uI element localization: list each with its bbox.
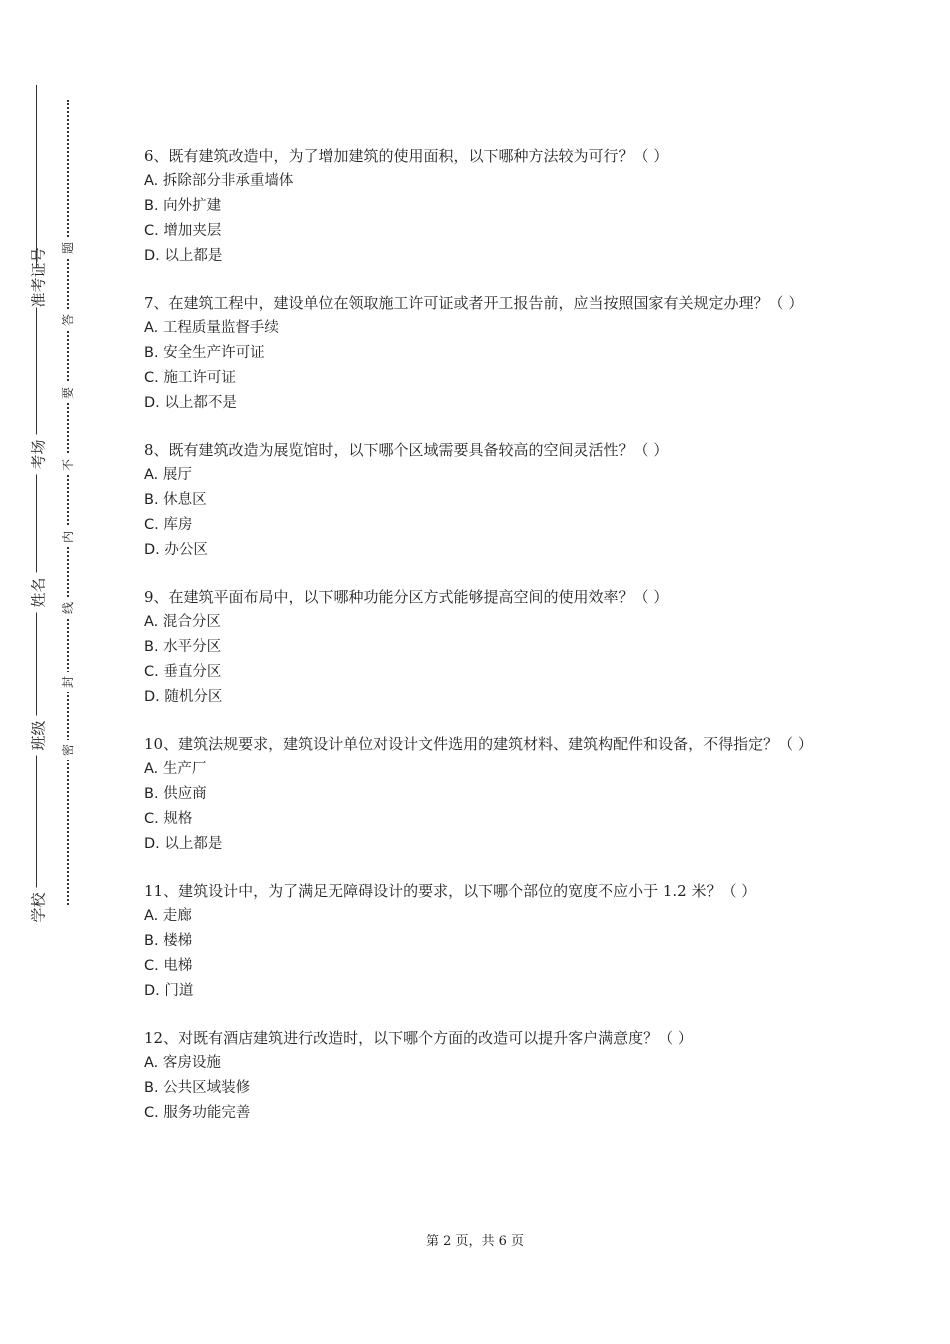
answer-option	[144, 979, 816, 1004]
binding-solid-line	[36, 85, 37, 920]
answer-option	[144, 194, 816, 219]
binding-margin	[0, 0, 90, 1344]
binding-field-label: 考场	[26, 435, 51, 475]
option-letter: B.	[144, 345, 159, 361]
option-text: 休息区	[163, 492, 207, 508]
answer-option	[144, 1101, 816, 1126]
option-letter: A.	[144, 467, 159, 483]
option-text: 公共区域装修	[163, 1080, 251, 1096]
seal-char: 线	[61, 598, 75, 618]
option-text: 供应商	[163, 786, 207, 802]
answer-option	[144, 1051, 816, 1076]
option-letter: A.	[144, 614, 159, 630]
option-text: 工程质量监督手续	[162, 320, 279, 336]
option-letter: A.	[144, 908, 159, 924]
question-text: 10、建筑法规要求，建筑设计单位对设计文件选用的建筑材料、建筑构配件和设备，不得指定？（ ）	[144, 735, 813, 753]
answer-option	[144, 782, 816, 807]
answer-option	[144, 685, 816, 710]
question-item	[144, 1025, 816, 1126]
option-text: 施工许可证	[163, 370, 236, 386]
option-letter: D.	[144, 836, 160, 852]
option-letter: A.	[144, 1055, 159, 1071]
option-letter: B.	[144, 1080, 159, 1096]
answer-option	[144, 1076, 816, 1101]
answer-option	[144, 635, 816, 660]
option-letter: C.	[144, 811, 159, 827]
option-letter: D.	[144, 248, 160, 264]
answer-option	[144, 610, 816, 635]
question-text: 7、在建筑工程中，建设单位在领取施工许可证或者开工报告前，应当按照国家有关规定办理？（ ）	[144, 294, 804, 312]
seal-char: 要	[61, 383, 75, 403]
seal-char: 封	[61, 672, 75, 692]
option-letter: A.	[144, 173, 159, 189]
question-item	[144, 731, 816, 857]
option-letter: B.	[144, 492, 159, 508]
question-text: 9、在建筑平面布局中，以下哪种功能分区方式能够提高空间的使用效率？（ ）	[144, 588, 669, 606]
option-text: 增加夹层	[163, 223, 222, 239]
answer-option	[144, 366, 816, 391]
option-text: 随机分区	[164, 689, 223, 705]
option-letter: C.	[144, 223, 159, 239]
option-text: 以上都不是	[164, 395, 237, 411]
option-text: 水平分区	[163, 639, 222, 655]
option-text: 门道	[164, 983, 194, 999]
option-text: 以上都是	[164, 248, 223, 264]
question-text: 12、对既有酒店建筑进行改造时，以下哪个方面的改造可以提升客户满意度？（ ）	[144, 1029, 693, 1047]
option-text: 向外扩建	[163, 198, 222, 214]
answer-option	[144, 463, 816, 488]
option-text: 客房设施	[162, 1055, 221, 1071]
option-letter: D.	[144, 983, 160, 999]
binding-field-label: 准考证号	[26, 268, 51, 308]
option-letter: C.	[144, 517, 159, 533]
option-text: 服务功能完善	[163, 1105, 251, 1121]
question-item	[144, 437, 816, 563]
option-text: 生产厂	[162, 761, 207, 777]
answer-option	[144, 391, 816, 416]
answer-option	[144, 219, 816, 244]
option-text: 规格	[163, 811, 193, 827]
question-text: 6、既有建筑改造中，为了增加建筑的使用面积，以下哪种方法较为可行？（ ）	[144, 147, 669, 165]
seal-dotted-line	[67, 100, 69, 905]
answer-option	[144, 488, 816, 513]
option-text: 垂直分区	[163, 664, 222, 680]
answer-option	[144, 807, 816, 832]
option-letter: B.	[144, 786, 159, 802]
option-text: 混合分区	[162, 614, 221, 630]
option-text: 安全生产许可证	[163, 345, 265, 361]
answer-option	[144, 341, 816, 366]
seal-char: 内	[61, 527, 75, 547]
answer-option	[144, 538, 816, 563]
seal-char: 题	[61, 238, 75, 258]
answer-option	[144, 660, 816, 685]
option-letter: D.	[144, 542, 160, 558]
option-text: 办公区	[164, 542, 208, 558]
option-letter: A.	[144, 761, 159, 777]
answer-option	[144, 316, 816, 341]
answer-option	[144, 904, 816, 929]
binding-field-label: 学校	[26, 888, 51, 928]
option-letter: C.	[144, 370, 159, 386]
option-letter: B.	[144, 198, 159, 214]
answer-option	[144, 244, 816, 269]
option-letter: D.	[144, 689, 160, 705]
binding-field-label: 班级	[26, 716, 51, 756]
option-text: 楼梯	[163, 933, 193, 949]
question-item	[144, 143, 816, 269]
question-item	[144, 878, 816, 1004]
answer-option	[144, 513, 816, 538]
option-text: 走廊	[162, 908, 192, 924]
answer-option	[144, 169, 816, 194]
question-list	[144, 143, 816, 1147]
question-item	[144, 584, 816, 710]
option-text: 拆除部分非承重墙体	[162, 173, 294, 189]
seal-char: 不	[61, 455, 75, 475]
option-letter: C.	[144, 1105, 159, 1121]
answer-option	[144, 929, 816, 954]
seal-char: 密	[61, 740, 75, 760]
page-footer: 第 2 页，共 6 页	[425, 1234, 525, 1249]
option-text: 以上都是	[164, 836, 223, 852]
option-letter: D.	[144, 395, 160, 411]
option-letter: B.	[144, 933, 159, 949]
option-text: 展厅	[162, 467, 192, 483]
binding-field-label: 姓名	[26, 573, 51, 613]
question-text: 8、既有建筑改造为展览馆时，以下哪个区域需要具备较高的空间灵活性？（ ）	[144, 441, 669, 459]
option-text: 电梯	[163, 958, 193, 974]
seal-char: 答	[61, 310, 75, 330]
option-text: 库房	[163, 517, 193, 533]
answer-option	[144, 832, 816, 857]
option-letter: C.	[144, 958, 159, 974]
option-letter: C.	[144, 664, 159, 680]
answer-option	[144, 954, 816, 979]
question-item	[144, 290, 816, 416]
option-letter: A.	[144, 320, 159, 336]
option-letter: B.	[144, 639, 159, 655]
question-text: 11、建筑设计中，为了满足无障碍设计的要求，以下哪个部位的宽度不应小于 1.2 米？（ ）	[144, 882, 757, 900]
answer-option	[144, 757, 816, 782]
